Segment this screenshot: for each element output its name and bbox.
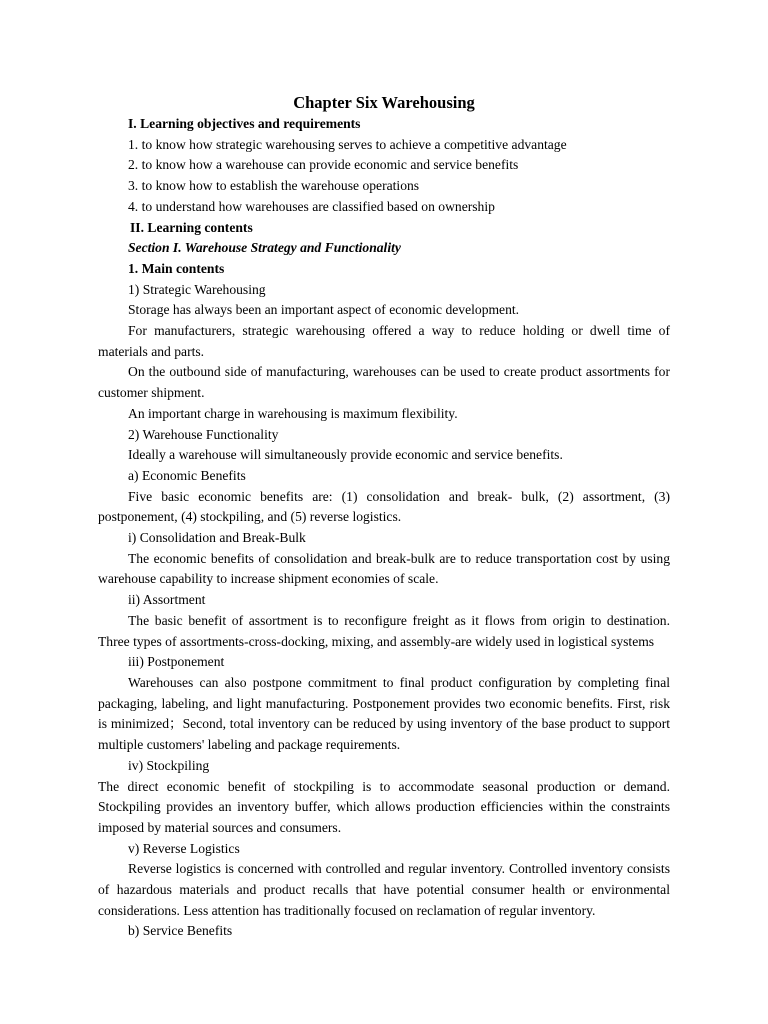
subheading-reverse-logistics: v) Reverse Logistics (128, 840, 240, 856)
paragraph: The economic benefits of consolidation and break-bulk are to reduce transportation cost by using warehouse capability to increase shipment economies of scale. (98, 550, 670, 587)
paragraph: Storage has always been an important aspect of economic development. (128, 302, 520, 318)
contents-heading: II. Learning contents (130, 219, 253, 235)
subheading-service: b) Service Benefits (128, 923, 233, 939)
section-heading: Section I. Warehouse Strategy and Functionality (128, 240, 401, 256)
subheading-postponement: iii) Postponement (128, 654, 225, 670)
paragraph: An important charge in warehousing is maximum flexibility. (128, 405, 458, 421)
subheading-strategic: 1) Strategic Warehousing (128, 281, 266, 297)
subheading-assortment: ii) Assortment (128, 592, 206, 608)
objective-item: 1. to know how strategic warehousing serves to achieve a competitive advantage (128, 136, 567, 152)
page-title: Chapter Six Warehousing (293, 93, 475, 112)
paragraph: Five basic economic benefits are: (1) consolidation and break- bulk, (2) assortment, (3) postponement, (4) stockpiling, and (5) reverse logistics. (98, 488, 670, 525)
objective-item: 2. to know how a warehouse can provide economic and service benefits (128, 157, 519, 173)
subheading-functionality: 2) Warehouse Functionality (128, 426, 279, 442)
paragraph: The direct economic benefit of stockpiling is to accommodate seasonal production or demand. Stockpiling provides an inventory buffer, which allows production efficiencies within the constraints imposed by material sources and consumers. (98, 778, 670, 835)
subheading-economic: a) Economic Benefits (128, 467, 246, 483)
document-page (98, 92, 670, 942)
objective-item: 4. to understand how warehouses are classified based on ownership (128, 198, 495, 214)
subheading-stockpiling: iv) Stockpiling (128, 757, 210, 773)
subheading-consolidation: i) Consolidation and Break-Bulk (128, 530, 306, 546)
paragraph: The basic benefit of assortment is to reconfigure freight as it flows from origin to destination. Three types of assortments-cross-docking, mixing, and assembly-are widely used in logistical systems (98, 612, 670, 649)
main-contents-heading: 1. Main contents (128, 260, 225, 276)
paragraph: On the outbound side of manufacturing, warehouses can be used to create product assortments for customer shipment. (98, 364, 670, 401)
objective-item: 3. to know how to establish the warehouse operations (128, 178, 420, 194)
paragraph: For manufacturers, strategic warehousing offered a way to reduce holding or dwell time of materials and parts. (98, 323, 670, 359)
objectives-heading: I. Learning objectives and requirements (128, 116, 361, 131)
paragraph: Reverse logistics is concerned with controlled and regular inventory. Controlled inventory consists of hazardous materials and product recalls that have potential consumer health or environmental considerations. Less attention has traditionally focused on reclamation of regular inventory. (98, 861, 670, 918)
paragraph: Ideally a warehouse will simultaneously provide economic and service benefits. (128, 447, 563, 463)
paragraph: Warehouses can also postpone commitment to final product configuration by completing final packaging, labeling, and light manufacturing. Postponement provides two economic benefits. First, risk is minimized；Second, total inventory can be reduced by using inventory of the base product to support multiple customers' labeling and package requirements. (98, 674, 670, 753)
